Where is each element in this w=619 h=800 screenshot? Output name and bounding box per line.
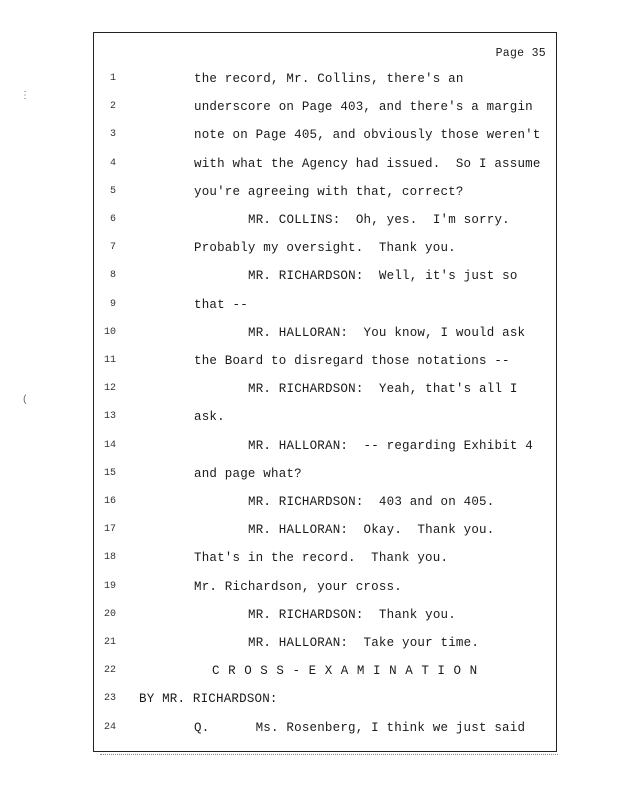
line-text: you're agreeing with that, correct? bbox=[194, 184, 464, 199]
transcript-line bbox=[94, 661, 556, 681]
transcript-line bbox=[94, 548, 556, 568]
line-number: 19 bbox=[103, 580, 116, 592]
line-number: 21 bbox=[103, 637, 116, 648]
line-number: 13 bbox=[103, 411, 116, 423]
transcript-line bbox=[94, 464, 556, 484]
transcript-line bbox=[94, 97, 556, 117]
line-number: 2 bbox=[109, 101, 116, 113]
line-text: MR. RICHARDSON: Well, it's just so bbox=[248, 269, 518, 284]
line-text: BY MR. RICHARDSON: bbox=[139, 692, 278, 707]
line-text: Mr. Richardson, your cross. bbox=[194, 579, 402, 594]
line-text: underscore on Page 403, and there's a margin bbox=[194, 100, 533, 115]
line-text: MR. HALLORAN: You know, I would ask bbox=[248, 325, 526, 340]
line-text: Q. Ms. Rosenberg, I think we just said bbox=[194, 720, 526, 735]
transcript-line bbox=[94, 520, 556, 540]
line-number: 7 bbox=[109, 242, 116, 254]
line-number: 15 bbox=[103, 467, 116, 479]
line-text: Probably my oversight. Thank you. bbox=[194, 241, 456, 256]
line-text: that -- bbox=[194, 297, 248, 312]
line-text: MR. HALLORAN: Okay. Thank you. bbox=[248, 523, 495, 538]
transcript-line bbox=[94, 407, 556, 427]
line-number: 6 bbox=[109, 214, 116, 225]
line-text: and page what? bbox=[194, 466, 302, 481]
line-text: That's in the record. Thank you. bbox=[194, 551, 449, 566]
line-text: MR. RICHARDSON: Yeah, that's all I bbox=[248, 382, 518, 397]
transcript-line bbox=[94, 125, 556, 145]
line-number: 9 bbox=[109, 298, 116, 310]
transcript-line bbox=[94, 295, 556, 315]
margin-mark: ⋮ bbox=[20, 91, 30, 102]
transcript-line bbox=[94, 182, 556, 202]
line-text: MR. RICHARDSON: 403 and on 405. bbox=[248, 495, 495, 509]
transcript-line bbox=[94, 577, 556, 597]
line-text: note on Page 405, and obviously those weren't bbox=[194, 128, 541, 143]
line-number: 22 bbox=[103, 665, 116, 677]
line-text: CROSS-EXAMINATION bbox=[212, 664, 486, 679]
transcript-line bbox=[94, 633, 556, 653]
line-text: MR. COLLINS: Oh, yes. I'm sorry. bbox=[248, 213, 510, 227]
line-text: MR. RICHARDSON: Thank you. bbox=[248, 607, 456, 622]
line-number: 20 bbox=[103, 608, 116, 620]
line-text: with what the Agency had issued. So I assume bbox=[194, 156, 541, 171]
line-text: MR. HALLORAN: -- regarding Exhibit 4 bbox=[248, 438, 533, 453]
transcript-line bbox=[94, 436, 556, 456]
line-text: MR. HALLORAN: Take your time. bbox=[248, 636, 480, 650]
transcript-line bbox=[94, 238, 556, 258]
line-number: 5 bbox=[109, 185, 116, 197]
line-text: the Board to disregard those notations -- bbox=[194, 354, 510, 368]
line-number: 14 bbox=[103, 439, 116, 451]
transcript-line bbox=[94, 323, 556, 343]
page-number: Page 35 bbox=[495, 47, 546, 60]
line-number: 24 bbox=[103, 721, 116, 733]
line-number: 10 bbox=[103, 326, 116, 338]
line-number: 16 bbox=[103, 496, 116, 507]
transcript-line bbox=[94, 689, 556, 709]
transcript-line bbox=[94, 351, 556, 371]
line-number: 23 bbox=[103, 693, 116, 705]
line-text: the record, Mr. Collins, there's an bbox=[194, 72, 464, 86]
line-number: 12 bbox=[103, 383, 116, 395]
margin-mark: ( bbox=[22, 395, 29, 406]
line-number: 1 bbox=[109, 73, 116, 84]
transcript-line bbox=[94, 154, 556, 174]
line-text: ask. bbox=[194, 410, 225, 425]
transcript-line bbox=[94, 605, 556, 625]
transcript-line bbox=[94, 69, 556, 89]
line-number: 4 bbox=[109, 157, 116, 169]
transcript-page bbox=[93, 32, 557, 752]
line-number: 8 bbox=[109, 270, 116, 282]
transcript-line bbox=[94, 492, 556, 512]
transcript-line bbox=[94, 718, 556, 738]
transcript-line bbox=[94, 266, 556, 286]
page-footer-rule bbox=[100, 754, 558, 758]
transcript-line bbox=[94, 210, 556, 230]
line-number: 11 bbox=[103, 355, 116, 366]
line-number: 3 bbox=[109, 129, 116, 141]
line-number: 17 bbox=[103, 524, 116, 536]
line-number: 18 bbox=[103, 552, 116, 564]
transcript-line bbox=[94, 379, 556, 399]
